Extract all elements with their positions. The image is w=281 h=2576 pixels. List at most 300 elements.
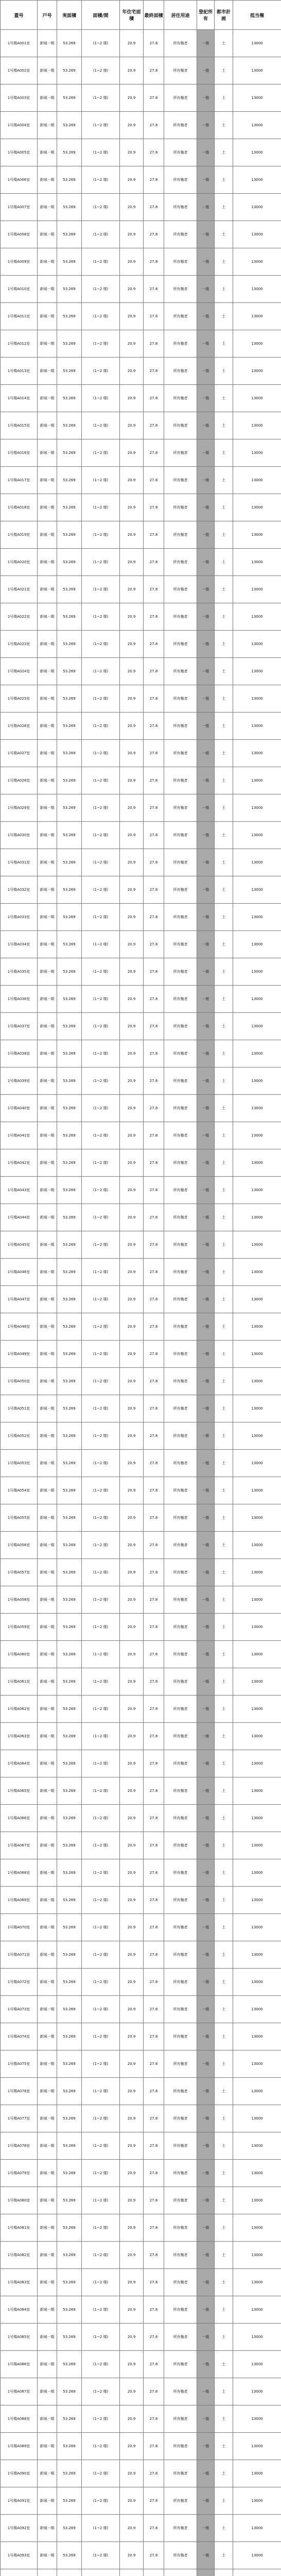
table-cell: 所有権者 bbox=[164, 166, 197, 194]
table-cell: 新城一期 bbox=[38, 2433, 57, 2460]
table-cell: 1号楼A078室 bbox=[1, 2132, 38, 2160]
table-cell: 1号楼A044室 bbox=[1, 1204, 38, 1231]
table-cell: (1~2 楼) bbox=[82, 1723, 120, 1750]
table-cell: 20.9 bbox=[120, 904, 144, 931]
table-cell: 新城一期 bbox=[38, 1723, 57, 1750]
table-cell: 13000 bbox=[233, 767, 281, 794]
table-cell: 20.9 bbox=[120, 876, 144, 904]
table-cell: 新城一期 bbox=[38, 1286, 57, 1313]
table-cell: (1~2 楼) bbox=[82, 1805, 120, 1832]
table-cell: 土 bbox=[215, 57, 233, 84]
table-cell: 1号楼A047室 bbox=[1, 1286, 38, 1313]
table-row bbox=[1, 904, 281, 931]
table-cell: 土 bbox=[215, 467, 233, 494]
table-cell: 1号楼A053室 bbox=[1, 1450, 38, 1477]
table-cell: 土 bbox=[215, 2460, 233, 2487]
table-cell: 一般 bbox=[197, 30, 215, 57]
table-cell: 新城一期 bbox=[38, 2515, 57, 2542]
table-cell: 土 bbox=[215, 2378, 233, 2405]
table-cell: 27.8 bbox=[144, 876, 164, 904]
table-cell: 53.269 bbox=[57, 521, 82, 549]
table-cell: 13000 bbox=[233, 1450, 281, 1477]
table-cell: 土 bbox=[215, 276, 233, 303]
table-cell: 土 bbox=[215, 358, 233, 385]
table-cell: 27.8 bbox=[144, 1969, 164, 1996]
table-cell: 1号楼A075室 bbox=[1, 2050, 38, 2078]
table-cell: 20.9 bbox=[120, 549, 144, 576]
table-cell: 一般 bbox=[197, 1286, 215, 1313]
table-cell: 所有権者 bbox=[164, 631, 197, 658]
table-cell: 27.8 bbox=[144, 794, 164, 822]
table-cell: 13000 bbox=[233, 2160, 281, 2187]
table-cell: 土 bbox=[215, 1368, 233, 1395]
table-cell: 新城一期 bbox=[38, 2296, 57, 2324]
table-cell: (1~2 楼) bbox=[82, 1477, 120, 1504]
table-cell: 所有権者 bbox=[164, 139, 197, 166]
table-cell: 53.269 bbox=[57, 685, 82, 713]
table-row bbox=[1, 2105, 281, 2132]
table-cell: 27.8 bbox=[144, 1614, 164, 1641]
table-cell: 1号楼A087室 bbox=[1, 2378, 38, 2405]
table-cell: (1~2 楼) bbox=[82, 1395, 120, 1422]
table-row bbox=[1, 1040, 281, 1067]
table-cell: (1~2 楼) bbox=[82, 986, 120, 1013]
table-cell: 1号楼A028室 bbox=[1, 767, 38, 794]
table-cell: 土 bbox=[215, 1941, 233, 1969]
table-cell: 土 bbox=[215, 2160, 233, 2187]
table-row bbox=[1, 276, 281, 303]
table-cell: 13000 bbox=[233, 2405, 281, 2433]
table-cell: (1~2 楼) bbox=[82, 248, 120, 276]
table-cell: 20.9 bbox=[120, 1723, 144, 1750]
table-cell: 20.9 bbox=[120, 248, 144, 276]
table-cell: 土 bbox=[215, 849, 233, 876]
table-cell: 土 bbox=[215, 494, 233, 521]
table-cell: (1~2 楼) bbox=[82, 2187, 120, 2214]
table-cell: 新城一期 bbox=[38, 1149, 57, 1177]
table-cell: 新城一期 bbox=[38, 330, 57, 358]
table-cell: 土 bbox=[215, 1450, 233, 1477]
table-cell: 所有権者 bbox=[164, 1696, 197, 1723]
table-cell: 一般 bbox=[197, 2214, 215, 2242]
table-cell: 土 bbox=[215, 2132, 233, 2160]
table-cell: 53.269 bbox=[57, 2214, 82, 2242]
table-cell: 27.8 bbox=[144, 1286, 164, 1313]
table-cell: 新城一期 bbox=[38, 631, 57, 658]
table-cell: 土 bbox=[215, 1914, 233, 1941]
table-cell: 20.9 bbox=[120, 2324, 144, 2351]
table-cell: 13000 bbox=[233, 904, 281, 931]
table-cell: 1号楼A038室 bbox=[1, 1040, 38, 1067]
table-cell: (1~2 楼) bbox=[82, 385, 120, 412]
table-cell: 新城一期 bbox=[38, 1341, 57, 1368]
table-cell: 新城一期 bbox=[38, 1668, 57, 1696]
table-cell: 20.9 bbox=[120, 2078, 144, 2105]
table-cell: 53.269 bbox=[57, 1286, 82, 1313]
table-cell: 13000 bbox=[233, 1422, 281, 1450]
table-cell: 13000 bbox=[233, 1231, 281, 1259]
table-row bbox=[1, 2132, 281, 2160]
table-cell: 所有権者 bbox=[164, 1286, 197, 1313]
table-cell: (1~2 楼) bbox=[82, 1067, 120, 1095]
table-cell: 27.8 bbox=[144, 467, 164, 494]
table-row bbox=[1, 986, 281, 1013]
table-cell: 53.269 bbox=[57, 658, 82, 685]
table-cell: 1号楼A054室 bbox=[1, 1477, 38, 1504]
table-cell: (1~2 楼) bbox=[82, 1614, 120, 1641]
table-cell: (1~2 楼) bbox=[82, 767, 120, 794]
table-row bbox=[1, 1177, 281, 1204]
table-row bbox=[1, 2269, 281, 2296]
table-cell: 土 bbox=[215, 439, 233, 467]
table-cell: 20.9 bbox=[120, 1368, 144, 1395]
table-cell: 20.9 bbox=[120, 1231, 144, 1259]
table-cell: 53.269 bbox=[57, 248, 82, 276]
table-cell: 新城一期 bbox=[38, 2269, 57, 2296]
table-cell: 13000 bbox=[233, 822, 281, 849]
table-row bbox=[1, 1696, 281, 1723]
table-cell: 1号楼A073室 bbox=[1, 1996, 38, 2023]
table-cell: 27.8 bbox=[144, 713, 164, 740]
table-cell: 土 bbox=[215, 1805, 233, 1832]
table-cell: 13000 bbox=[233, 1887, 281, 1914]
table-cell: 一般 bbox=[197, 1259, 215, 1286]
table-cell: 53.269 bbox=[57, 1832, 82, 1859]
table-cell: 20.9 bbox=[120, 958, 144, 986]
table-cell: 所有権者 bbox=[164, 1750, 197, 1777]
table-cell: 所有権者 bbox=[164, 904, 197, 931]
table-cell: 53.269 bbox=[57, 767, 82, 794]
table-cell: 20.9 bbox=[120, 986, 144, 1013]
table-cell: 一般 bbox=[197, 794, 215, 822]
table-cell: 27.8 bbox=[144, 1805, 164, 1832]
table-cell: 13000 bbox=[233, 1750, 281, 1777]
table-cell bbox=[120, 2569, 144, 2576]
table-cell: 所有権者 bbox=[164, 2105, 197, 2132]
table-cell: 13000 bbox=[233, 1259, 281, 1286]
table-cell: 一般 bbox=[197, 2433, 215, 2460]
table-cell: (1~2 楼) bbox=[82, 1887, 120, 1914]
table-cell: 13000 bbox=[233, 1914, 281, 1941]
table-cell: 1号楼A067室 bbox=[1, 1832, 38, 1859]
table-cell: 一般 bbox=[197, 958, 215, 986]
table-cell: 新城一期 bbox=[38, 576, 57, 603]
table-cell bbox=[82, 2569, 120, 2576]
table-cell: 新城一期 bbox=[38, 603, 57, 631]
table-cell: 13000 bbox=[233, 276, 281, 303]
table-cell: 13000 bbox=[233, 2515, 281, 2542]
table-cell: 新城一期 bbox=[38, 1368, 57, 1395]
table-cell: 土 bbox=[215, 1013, 233, 1040]
table-row bbox=[1, 740, 281, 767]
table-cell: 1号楼A011室 bbox=[1, 303, 38, 330]
table-cell: 新城一期 bbox=[38, 549, 57, 576]
table-cell: 所有権者 bbox=[164, 303, 197, 330]
table-row bbox=[1, 2351, 281, 2378]
table-row bbox=[1, 84, 281, 112]
table-cell: 1号楼A046室 bbox=[1, 1259, 38, 1286]
table-cell: 所有権者 bbox=[164, 1450, 197, 1477]
table-cell: 1号楼A020室 bbox=[1, 549, 38, 576]
table-cell: 27.8 bbox=[144, 1941, 164, 1969]
table-cell: 27.8 bbox=[144, 1504, 164, 1532]
table-cell: 20.9 bbox=[120, 822, 144, 849]
table-cell: 一般 bbox=[197, 412, 215, 439]
table-header-row bbox=[1, 1, 281, 30]
table-cell: 20.9 bbox=[120, 1777, 144, 1805]
table-cell: 20.9 bbox=[120, 330, 144, 358]
table-cell: 土 bbox=[215, 2105, 233, 2132]
table-cell: 所有権者 bbox=[164, 1395, 197, 1422]
table-cell: 53.269 bbox=[57, 2269, 82, 2296]
table-cell: 所有権者 bbox=[164, 2460, 197, 2487]
table-cell: 1号楼A081室 bbox=[1, 2214, 38, 2242]
table-cell: 新城一期 bbox=[38, 2050, 57, 2078]
table-cell: 一般 bbox=[197, 2078, 215, 2105]
table-cell: 所有権者 bbox=[164, 439, 197, 467]
table-cell: 土 bbox=[215, 876, 233, 904]
table-row bbox=[1, 2324, 281, 2351]
table-cell: 27.8 bbox=[144, 631, 164, 658]
table-cell: 27.8 bbox=[144, 385, 164, 412]
table-cell: 53.269 bbox=[57, 2405, 82, 2433]
table-cell: 一般 bbox=[197, 84, 215, 112]
table-row bbox=[1, 358, 281, 385]
table-row bbox=[1, 467, 281, 494]
table-cell: 所有権者 bbox=[164, 2160, 197, 2187]
table-cell: 一般 bbox=[197, 276, 215, 303]
table-cell: 20.9 bbox=[120, 1805, 144, 1832]
table-cell: 20.9 bbox=[120, 1668, 144, 1696]
table-cell: 53.269 bbox=[57, 1395, 82, 1422]
table-cell: (1~2 楼) bbox=[82, 166, 120, 194]
table-cell: 27.8 bbox=[144, 2132, 164, 2160]
table-cell: 27.8 bbox=[144, 358, 164, 385]
table-cell: 所有権者 bbox=[164, 767, 197, 794]
table-cell: 一般 bbox=[197, 2324, 215, 2351]
table-row bbox=[1, 1614, 281, 1641]
table-cell: 新城一期 bbox=[38, 2405, 57, 2433]
table-cell: 新城一期 bbox=[38, 1422, 57, 1450]
table-cell: 一般 bbox=[197, 2460, 215, 2487]
table-cell: 13000 bbox=[233, 303, 281, 330]
table-cell: 27.8 bbox=[144, 849, 164, 876]
table-cell: 1号楼A085室 bbox=[1, 2324, 38, 2351]
table-cell: 一般 bbox=[197, 1832, 215, 1859]
table-cell: 20.9 bbox=[120, 1969, 144, 1996]
table-cell: 20.9 bbox=[120, 1313, 144, 1341]
table-cell: 1号楼A055室 bbox=[1, 1504, 38, 1532]
table-row bbox=[1, 2050, 281, 2078]
table-cell: (1~2 楼) bbox=[82, 1641, 120, 1668]
table-cell: 1号楼A082室 bbox=[1, 2242, 38, 2269]
table-cell: (1~2 楼) bbox=[82, 1532, 120, 1559]
table-cell: 新城一期 bbox=[38, 958, 57, 986]
table-cell: 1号楼A012室 bbox=[1, 330, 38, 358]
table-cell: 所有権者 bbox=[164, 1504, 197, 1532]
table-row bbox=[1, 1532, 281, 1559]
table-cell: 20.9 bbox=[120, 303, 144, 330]
table-cell: (1~2 楼) bbox=[82, 2023, 120, 2050]
table-cell: 新城一期 bbox=[38, 521, 57, 549]
table-cell: 土 bbox=[215, 1231, 233, 1259]
table-row bbox=[1, 822, 281, 849]
table-row bbox=[1, 112, 281, 139]
table-cell: 土 bbox=[215, 2542, 233, 2569]
table-cell: 所有権者 bbox=[164, 1641, 197, 1668]
table-cell: 土 bbox=[215, 2405, 233, 2433]
table-cell: (1~2 楼) bbox=[82, 1177, 120, 1204]
table-cell: 13000 bbox=[233, 2023, 281, 2050]
table-cell: 53.269 bbox=[57, 849, 82, 876]
table-cell: 一般 bbox=[197, 740, 215, 767]
table-cell: 27.8 bbox=[144, 1040, 164, 1067]
table-cell: 所有権者 bbox=[164, 1477, 197, 1504]
table-cell: 新城一期 bbox=[38, 658, 57, 685]
table-cell: 13000 bbox=[233, 794, 281, 822]
table-cell: 27.8 bbox=[144, 2405, 164, 2433]
table-cell: 所有権者 bbox=[164, 1887, 197, 1914]
table-cell: 一般 bbox=[197, 1969, 215, 1996]
table-cell: 所有権者 bbox=[164, 2078, 197, 2105]
table-cell: (1~2 楼) bbox=[82, 713, 120, 740]
table-row bbox=[1, 1313, 281, 1341]
table-cell: 53.269 bbox=[57, 1450, 82, 1477]
table-cell: 53.269 bbox=[57, 1532, 82, 1559]
table-cell: 所有権者 bbox=[164, 1177, 197, 1204]
table-row bbox=[1, 1504, 281, 1532]
table-cell: 一般 bbox=[197, 2515, 215, 2542]
table-cell: (1~2 楼) bbox=[82, 1368, 120, 1395]
table-cell: 一般 bbox=[197, 658, 215, 685]
table-cell: (1~2 楼) bbox=[82, 1777, 120, 1805]
table-cell: 20.9 bbox=[120, 2023, 144, 2050]
table-cell: 新城一期 bbox=[38, 1996, 57, 2023]
table-cell: 一般 bbox=[197, 1040, 215, 1067]
table-cell: 1号楼A066室 bbox=[1, 1805, 38, 1832]
table-cell: 所有権者 bbox=[164, 1969, 197, 1996]
table-cell: 土 bbox=[215, 740, 233, 767]
table-cell: 1号楼A064室 bbox=[1, 1750, 38, 1777]
table-cell: 27.8 bbox=[144, 1067, 164, 1095]
table-row bbox=[1, 2160, 281, 2187]
table-cell: 一般 bbox=[197, 303, 215, 330]
table-cell: 20.9 bbox=[120, 2050, 144, 2078]
table-cell: 27.8 bbox=[144, 194, 164, 221]
table-cell: 1号楼A050室 bbox=[1, 1368, 38, 1395]
table-row bbox=[1, 1586, 281, 1614]
table-cell: 13000 bbox=[233, 84, 281, 112]
table-cell: 新城一期 bbox=[38, 2351, 57, 2378]
table-cell: 27.8 bbox=[144, 1149, 164, 1177]
table-cell: 27.8 bbox=[144, 2078, 164, 2105]
table-cell: 一般 bbox=[197, 1095, 215, 1122]
table-cell: 所有権者 bbox=[164, 2296, 197, 2324]
table-cell: 一般 bbox=[197, 1504, 215, 1532]
table-cell: 13000 bbox=[233, 1614, 281, 1641]
table-cell: 20.9 bbox=[120, 1996, 144, 2023]
table-cell: 土 bbox=[215, 112, 233, 139]
table-cell: 所有権者 bbox=[164, 1204, 197, 1231]
table-cell: 53.269 bbox=[57, 2433, 82, 2460]
table-cell: 27.8 bbox=[144, 931, 164, 958]
table-cell: 27.8 bbox=[144, 2487, 164, 2515]
table-cell: 所有権者 bbox=[164, 876, 197, 904]
table-cell: (1~2 楼) bbox=[82, 2460, 120, 2487]
table-cell: 新城一期 bbox=[38, 1040, 57, 1067]
table-cell: (1~2 楼) bbox=[82, 740, 120, 767]
table-cell: 13000 bbox=[233, 1013, 281, 1040]
table-cell: 13000 bbox=[233, 2242, 281, 2269]
table-cell: 53.269 bbox=[57, 2324, 82, 2351]
table-cell: 土 bbox=[215, 221, 233, 248]
table-cell: 土 bbox=[215, 248, 233, 276]
table-cell: 20.9 bbox=[120, 494, 144, 521]
table-row bbox=[1, 1450, 281, 1477]
table-cell: 1号楼A051室 bbox=[1, 1395, 38, 1422]
table-cell: 一般 bbox=[197, 1668, 215, 1696]
table-cell: 53.269 bbox=[57, 385, 82, 412]
table-row bbox=[1, 767, 281, 794]
table-cell: 所有権者 bbox=[164, 1313, 197, 1341]
table-cell: (1~2 楼) bbox=[82, 494, 120, 521]
table-cell: 新城一期 bbox=[38, 1777, 57, 1805]
table-cell: 一般 bbox=[197, 904, 215, 931]
table-cell: 1号楼A070室 bbox=[1, 1914, 38, 1941]
table-cell: 土 bbox=[215, 2296, 233, 2324]
table-cell: 20.9 bbox=[120, 931, 144, 958]
table-cell: (1~2 楼) bbox=[82, 439, 120, 467]
table-cell: 53.269 bbox=[57, 1313, 82, 1341]
table-cell: 20.9 bbox=[120, 1067, 144, 1095]
table-cell: 13000 bbox=[233, 139, 281, 166]
table-cell: 53.269 bbox=[57, 1559, 82, 1586]
table-cell: 27.8 bbox=[144, 1914, 164, 1941]
table-cell: 一般 bbox=[197, 2105, 215, 2132]
table-cell: 一般 bbox=[197, 2132, 215, 2160]
table-cell: 所有権者 bbox=[164, 2433, 197, 2460]
table-cell: 13000 bbox=[233, 1641, 281, 1668]
table-cell: 27.8 bbox=[144, 603, 164, 631]
table-cell: 新城一期 bbox=[38, 2105, 57, 2132]
table-cell: 一般 bbox=[197, 986, 215, 1013]
table-cell: 53.269 bbox=[57, 713, 82, 740]
table-cell: 27.8 bbox=[144, 139, 164, 166]
table-row bbox=[1, 166, 281, 194]
table-row bbox=[1, 713, 281, 740]
table-cell: 53.269 bbox=[57, 1750, 82, 1777]
table-cell: 所有権者 bbox=[164, 822, 197, 849]
table-cell: 13000 bbox=[233, 57, 281, 84]
table-cell: 1号楼A024室 bbox=[1, 658, 38, 685]
table-cell: 53.269 bbox=[57, 439, 82, 467]
table-cell: 所有権者 bbox=[164, 1259, 197, 1286]
table-cell: 13000 bbox=[233, 2433, 281, 2460]
table-cell: 20.9 bbox=[120, 358, 144, 385]
table-row bbox=[1, 1122, 281, 1149]
table-cell: 一般 bbox=[197, 358, 215, 385]
table-cell: 13000 bbox=[233, 194, 281, 221]
table-cell: 土 bbox=[215, 549, 233, 576]
table-cell: 所有権者 bbox=[164, 1040, 197, 1067]
table-cell: 新城一期 bbox=[38, 412, 57, 439]
table-cell: 一般 bbox=[197, 1559, 215, 1586]
table-cell: 一般 bbox=[197, 1368, 215, 1395]
table-cell: 13000 bbox=[233, 1996, 281, 2023]
table-cell: 新城一期 bbox=[38, 2132, 57, 2160]
table-row bbox=[1, 1668, 281, 1696]
table-cell: (1~2 楼) bbox=[82, 685, 120, 713]
